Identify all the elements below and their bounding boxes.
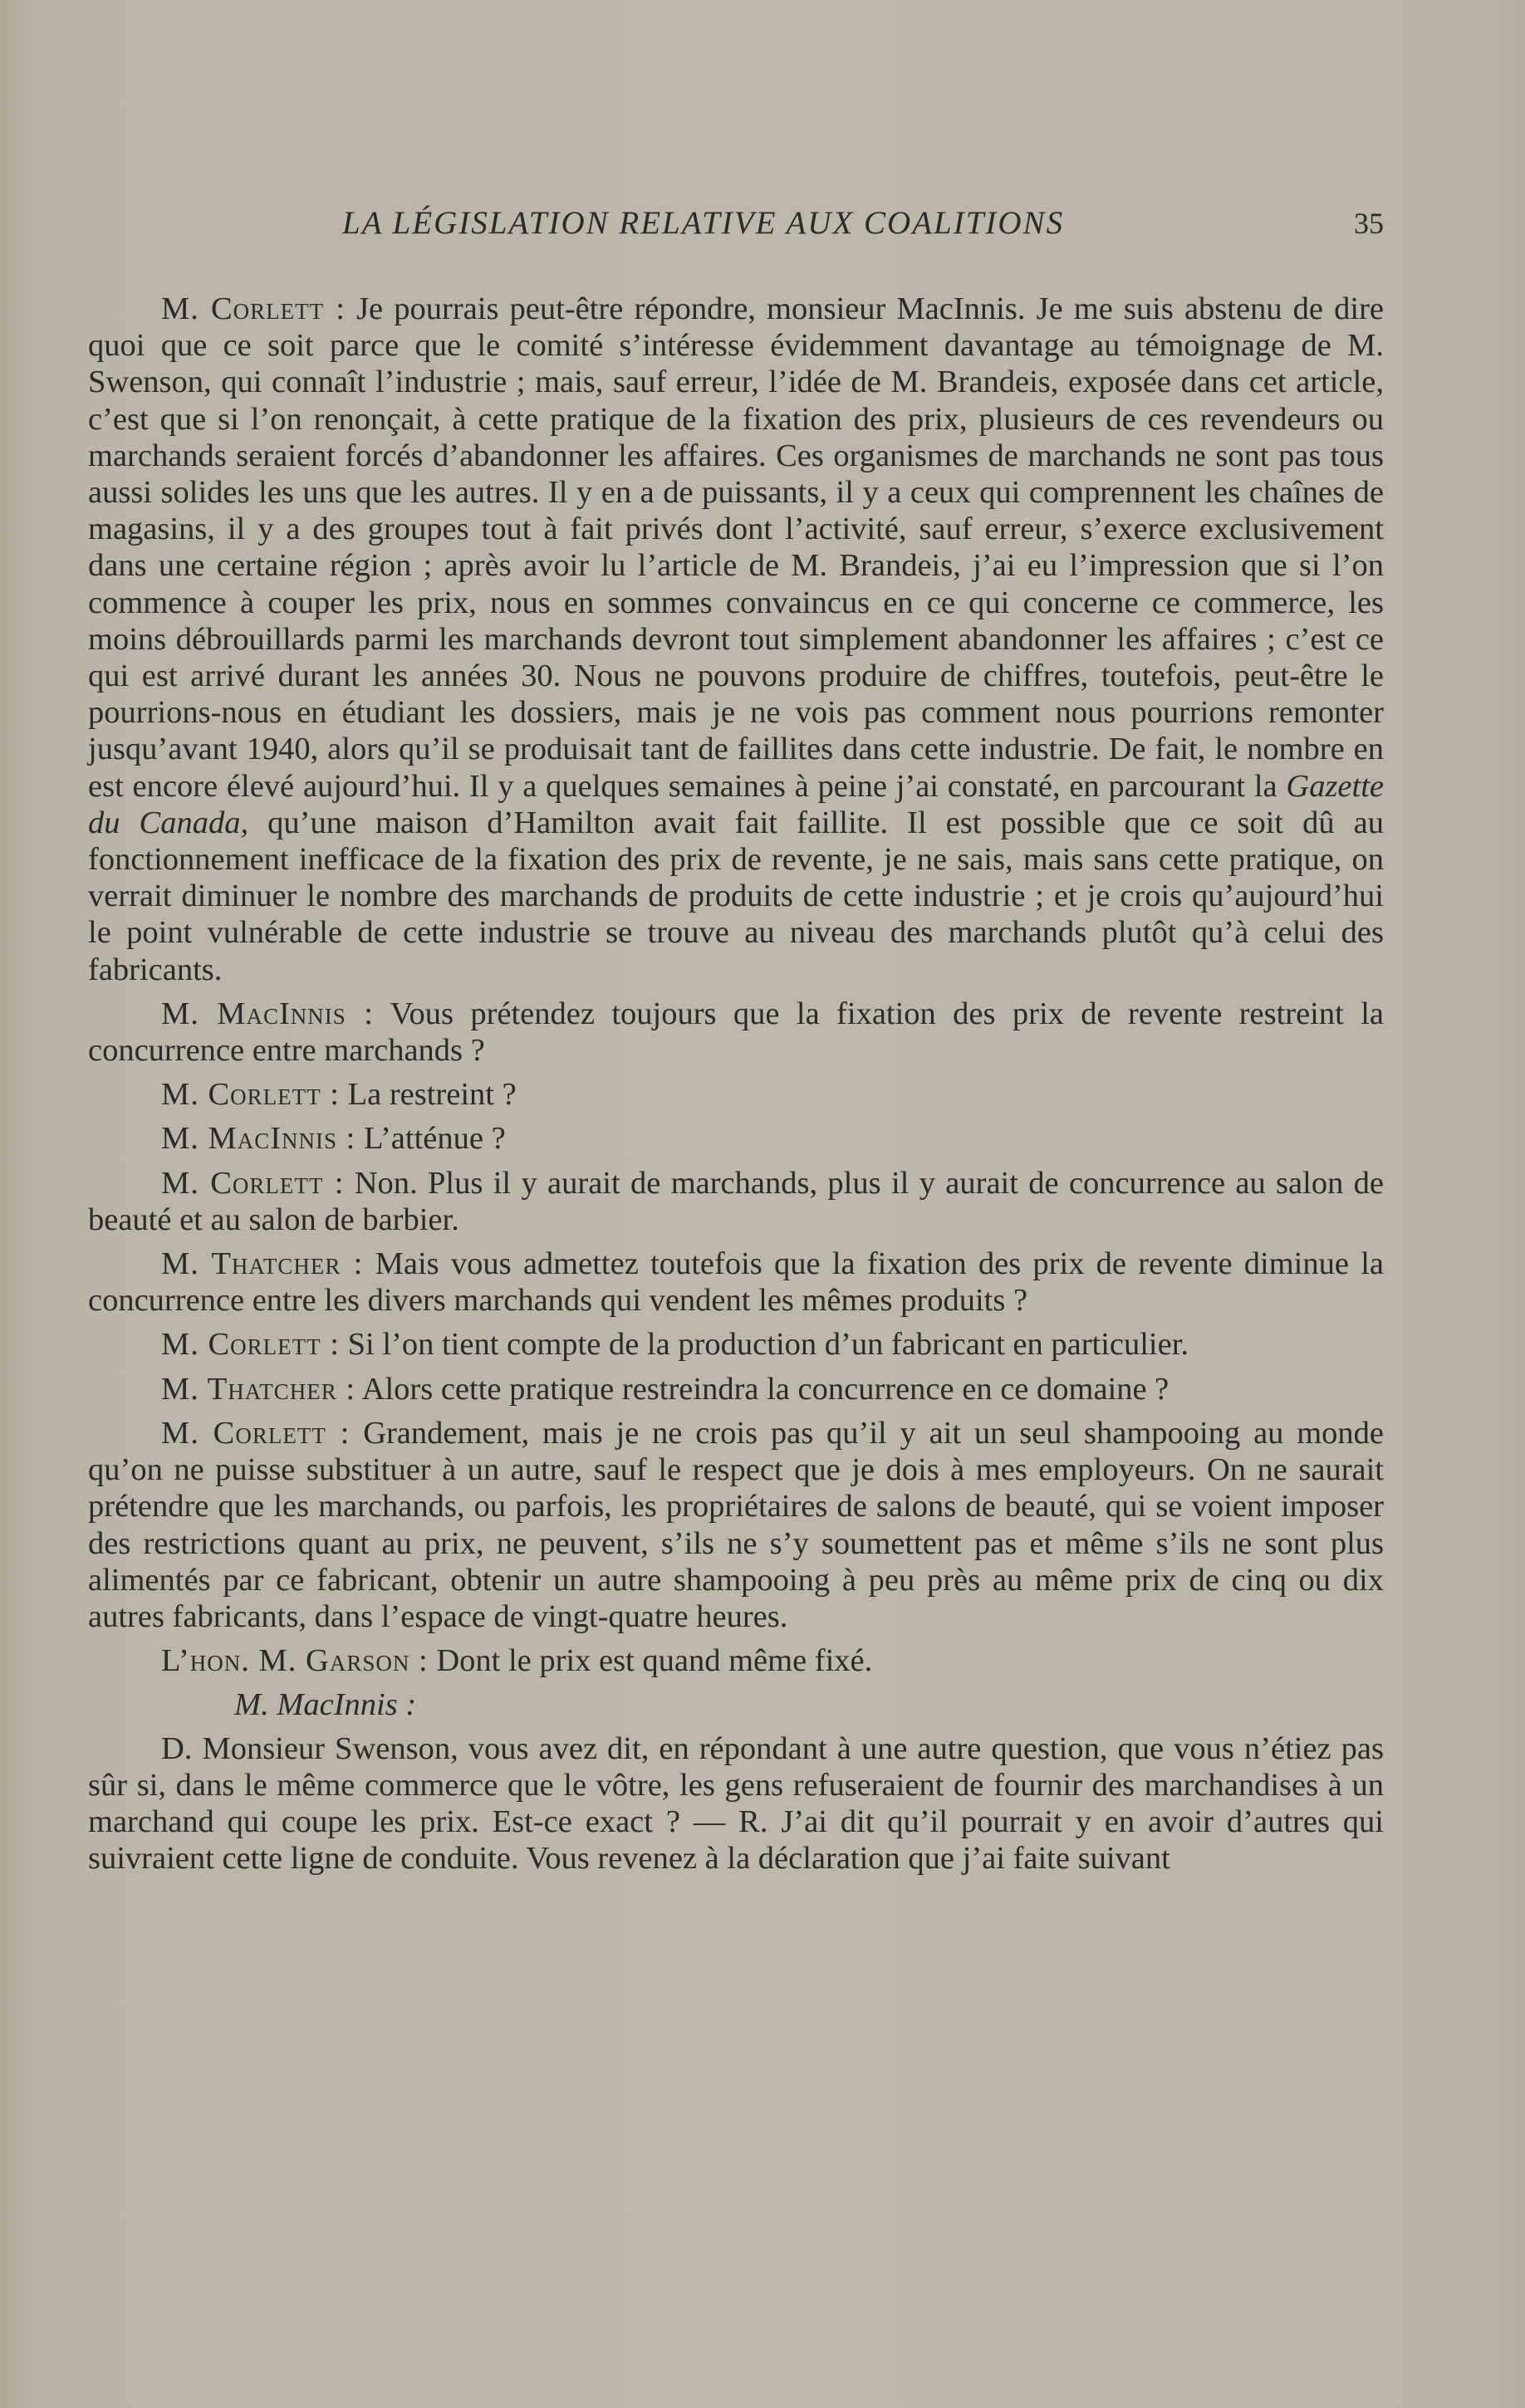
paragraph xyxy=(88,1326,1384,1363)
page-number: 35 xyxy=(1354,207,1384,240)
paragraph-text: Vous prétendez toujours que la fixation des prix de revente restreint la concurrence entre marchands ? xyxy=(88,996,1385,1069)
paragraph xyxy=(88,291,1384,988)
questioner-heading: M. MacInnis : xyxy=(234,1687,417,1723)
speaker-name: M. MacInnis : xyxy=(161,1121,356,1157)
speaker-name: M. Corlett : xyxy=(161,1165,345,1201)
paragraph xyxy=(88,1371,1384,1407)
speaker-name: M. Corlett : xyxy=(161,1327,340,1363)
paragraph-text: Je pourrais peut-être répondre, monsieur MacInnis. Je me suis abstenu de dire quoi que ce soit parce que le comité s’intéresse évidemment davantage au témoignage de M. Swenson, qui connaît l’industrie ; mais, sauf erreur, l’idée de M. Brandeis, exposée dans cet article, c’est que si l’on renonçait, à cette pratique de la fixation des prix, plusieurs de ces revendeurs ou marchands seraient forcés d’abandonner les affaires. Ces organismes de marchands ne sont pas tous aussi solides les uns que les autres. Il y en a de puissants, il y a ceux qui comprennent les chaînes de magasins, il y a des groupes tout à fait privés dont l’activité, sauf erreur, s’exerce exclusivement dans une certaine région ; après avoir lu l’article de M. Brandeis, j’ai eu l’impression que si l’on commence à couper les prix, nous en sommes convaincus en ce qui concerne ce commerce, les moins débrouillards parmi les marchands devront tout simplement abandonner les affaires ; c’est ce qui est arrivé durant les années 30. Nous ne pouvons produire de chiffres, toutefois, peut-être le pourrions-nous en étudiant les dossiers, mais je ne vois pas comment nous pourrions remonter jusqu’avant 1940, alors qu’il se produisait tant de faillites dans cette industrie. De fait, le nombre en est encore élevé aujourd’hui. Il y a quelques semaines à peine j’ai constaté, en parcourant la xyxy=(88,291,1384,804)
body-text xyxy=(88,291,1384,1884)
speaker-name: M. Thatcher : xyxy=(161,1371,356,1407)
paragraph-text: L’atténue ? xyxy=(364,1121,506,1157)
running-title: LA LÉGISLATION RELATIVE AUX COALITIONS xyxy=(342,205,1065,241)
speaker-name: M. MacInnis : xyxy=(161,996,374,1031)
paragraph-text: Non. Plus il y aurait de marchands, plus il y aurait de concurrence au salon de beauté et au salon de barbier. xyxy=(88,1165,1384,1237)
final-paragraph: D. Monsieur Swenson, vous avez dit, en répondant à une autre question, que vous n’étiez pas sûr si, dans le même commerce que le vôtre, les gens refuseraient de fournir des marchandises à un marchand qui coupe les prix. Est-ce exact ? — R. J’ai dit qu’il pourrait y en avoir d’autres qui suivraient cette ligne de conduite. Vous revenez à la déclaration que j’ai faite suivant xyxy=(88,1730,1384,1877)
italic-title: Gazette du Canada, xyxy=(88,768,1384,840)
speaker-name: M. Corlett : xyxy=(161,291,346,326)
paragraph xyxy=(88,1076,1384,1113)
page-header xyxy=(0,204,1525,254)
paragraph-text: La restreint ? xyxy=(347,1077,517,1113)
paragraph-text: Mais vous admettez toutefois que la fixation des prix de revente diminue la concurrence entre les divers marchands qui vendent les mêmes produits ? xyxy=(88,1246,1384,1319)
paragraph xyxy=(88,1165,1384,1238)
paragraph-text: qu’une maison d’Hamilton avait fait faillite. Il est possible que ce soit dû au fonctionnement inefficace de la fixation des prix de revente, je ne sais, mais sans cette pratique, on verrait diminuer le nombre des marchands de produits de cette industrie ; et je crois qu’aujourd’hui le point vulnérable de cette industrie se trouve au niveau des marchands plutôt qu’à celui des fabricants. xyxy=(88,805,1385,987)
paragraph xyxy=(88,1246,1384,1319)
paragraph xyxy=(88,1642,1384,1679)
paragraph xyxy=(88,996,1384,1069)
speaker-name: L’hon. M. Garson : xyxy=(161,1643,429,1679)
speaker-name: M. Corlett : xyxy=(161,1415,351,1451)
speaker-name: M. Thatcher : xyxy=(161,1246,364,1282)
paragraph-text: Grandement, mais je ne crois pas qu’il y ait un seul shampooing au monde qu’on ne puisse substituer à un autre, sauf le respect que je dois à mes employeurs. On ne saurait prétendre que les marchands, ou parfois, les propriétaires de salons de beauté, qui se voient imposer des restrictions quant au prix, ne peuvent, s’ils ne s’y soumettent pas et même s’ils ne sont plus alimentés par ce fabricant, obtenir un autre shampooing à peu près au même prix de cinq ou dix autres fabricants, dans l’espace de vingt-quatre heures. xyxy=(88,1415,1385,1634)
paragraph-text: Si l’on tient compte de la production d’un fabricant en particulier. xyxy=(347,1327,1189,1363)
paragraph-text: Alors cette pratique restreindra la concurrence en ce domaine ? xyxy=(361,1371,1169,1407)
paragraph xyxy=(88,1120,1384,1157)
paragraph-text: Dont le prix est quand même fixé. xyxy=(436,1643,873,1679)
paragraph xyxy=(88,1415,1384,1635)
speaker-name: M. Corlett : xyxy=(161,1077,340,1113)
